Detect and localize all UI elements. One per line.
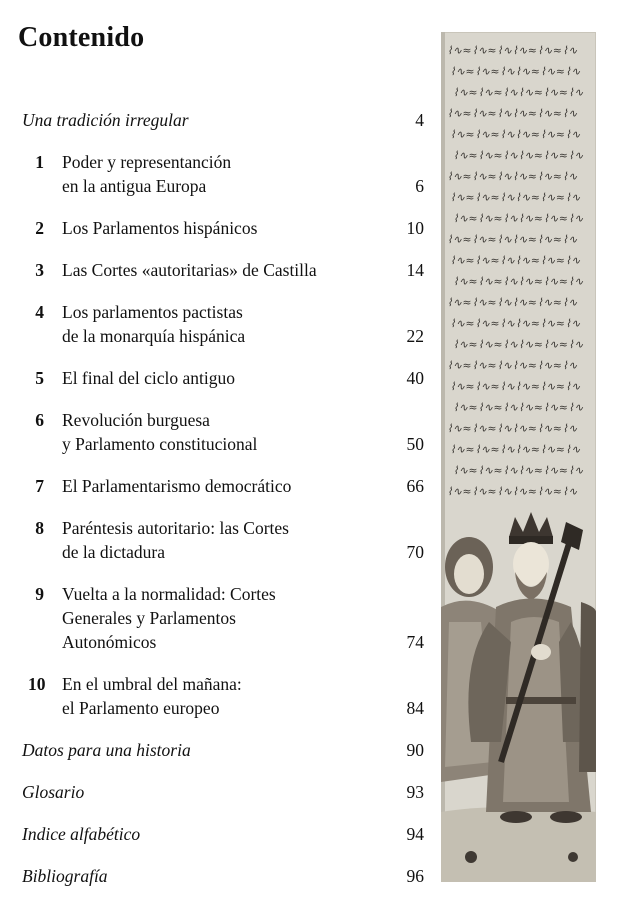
toc-entry-title-line: El Parlamentarismo democrático [62, 476, 292, 496]
toc-entry-title [62, 258, 392, 282]
toc-entry-title [22, 108, 352, 132]
toc-entry-title-line: Los Parlamentos hispánicos [62, 218, 258, 238]
toc-entry-title [22, 780, 352, 804]
toc-entry-title-line: Una tradición irregular [22, 110, 189, 130]
toc-entry-title-line: Poder y representanción [62, 152, 232, 172]
toc-entry-number: 7 [35, 476, 44, 496]
manuscript-script-line: ⌇∿≈⌇∿≈⌇∿⌇∿≈⌇∿≈⌇∿ [450, 65, 581, 78]
page-title: Contenido [18, 22, 145, 53]
toc-entry-title [22, 738, 352, 762]
toc-entry-title-line: Las Cortes «autoritarias» de Castilla [62, 260, 317, 280]
toc-entry [0, 672, 430, 720]
toc-entry [0, 822, 430, 846]
toc-entry-title-line: de la monarquía hispánica [62, 326, 246, 346]
manuscript-script-line: ⌇∿≈⌇∿≈⌇∿⌇∿≈⌇∿≈⌇∿ [447, 170, 578, 183]
toc-entry-title-line: Datos para una historia [22, 740, 191, 760]
toc-entry-page-number: 94 [406, 824, 424, 844]
toc-entry-page-number: 50 [406, 434, 424, 454]
toc-entry-page-number: 22 [406, 326, 424, 346]
toc-entry [0, 216, 430, 240]
toc-entry-title-line: El final del ciclo antiguo [62, 368, 236, 388]
toc-entry [0, 474, 430, 498]
medieval-manuscript-king-illustration-icon [441, 32, 596, 882]
toc-entry-number: 4 [35, 302, 44, 322]
toc-entry [0, 516, 430, 564]
toc-entry-title [22, 864, 352, 888]
toc-entry [0, 582, 430, 654]
toc-entry-number: 2 [35, 218, 44, 238]
toc-entry-title [62, 474, 392, 498]
manuscript-script-line: ⌇∿≈⌇∿≈⌇∿⌇∿≈⌇∿≈⌇∿ [447, 485, 578, 498]
manuscript-script-line: ⌇∿≈⌇∿≈⌇∿⌇∿≈⌇∿≈⌇∿ [447, 44, 578, 57]
toc-entry-page-number: 84 [406, 698, 424, 718]
toc-entry-number: 8 [35, 518, 44, 538]
toc-entry-title-line: Bibliografía [22, 866, 108, 886]
toc-entry-number: 10 [28, 674, 46, 694]
toc-entry-number: 6 [35, 410, 44, 430]
manuscript-script-line: ⌇∿≈⌇∿≈⌇∿⌇∿≈⌇∿≈⌇∿ [453, 401, 584, 414]
toc-entry-page-number: 66 [406, 476, 424, 496]
manuscript-script-line: ⌇∿≈⌇∿≈⌇∿⌇∿≈⌇∿≈⌇∿ [450, 443, 581, 456]
toc-entry [0, 258, 430, 282]
toc-entry [0, 108, 430, 132]
toc-entry [0, 366, 430, 390]
toc-entry-title-line: Revolución burguesa [62, 410, 210, 430]
manuscript-script-line: ⌇∿≈⌇∿≈⌇∿⌇∿≈⌇∿≈⌇∿ [450, 128, 581, 141]
toc-entry-title-line: Glosario [22, 782, 85, 802]
toc-entry-title [62, 300, 392, 348]
toc-entry-title-line: Indice alfabético [22, 824, 141, 844]
manuscript-script-line: ⌇∿≈⌇∿≈⌇∿⌇∿≈⌇∿≈⌇∿ [447, 422, 578, 435]
toc-entry-page-number: 90 [406, 740, 424, 760]
toc-entry-title [62, 216, 392, 240]
manuscript-script-line: ⌇∿≈⌇∿≈⌇∿⌇∿≈⌇∿≈⌇∿ [447, 233, 578, 246]
toc-entry-title-line: Los parlamentos pactistas [62, 302, 243, 322]
toc-entry [0, 150, 430, 198]
toc-entry-page-number: 70 [406, 542, 424, 562]
toc-entry [0, 408, 430, 456]
toc-entry [0, 780, 430, 804]
toc-entry-title-line: Paréntesis autoritario: las Cortes [62, 518, 289, 538]
toc-entry-page-number: 14 [406, 260, 424, 280]
toc-entry-number: 1 [35, 152, 44, 172]
toc-entry-title-line: de la dictadura [62, 542, 166, 562]
toc-entry-title [62, 366, 392, 390]
manuscript-script-line: ⌇∿≈⌇∿≈⌇∿⌇∿≈⌇∿≈⌇∿ [450, 191, 581, 204]
manuscript-script-line: ⌇∿≈⌇∿≈⌇∿⌇∿≈⌇∿≈⌇∿ [453, 464, 584, 477]
toc-entry-title-line: y Parlamento constitucional [62, 434, 258, 454]
toc-entry-title [62, 672, 392, 720]
toc-entry-title-line: Generales y Parlamentos [62, 608, 236, 628]
manuscript-script-line: ⌇∿≈⌇∿≈⌇∿⌇∿≈⌇∿≈⌇∿ [453, 149, 584, 162]
manuscript-script-line: ⌇∿≈⌇∿≈⌇∿⌇∿≈⌇∿≈⌇∿ [447, 296, 578, 309]
toc-entry-page-number: 6 [415, 176, 424, 196]
toc-entry-title-line: Autonómicos [62, 632, 157, 652]
toc-entry-title-line: en la antigua Europa [62, 176, 207, 196]
toc-entry-title-line: En el umbral del mañana: [62, 674, 242, 694]
toc-entry-title [62, 516, 392, 564]
toc-entry-page-number: 74 [406, 632, 424, 652]
toc-entry-page-number: 40 [406, 368, 424, 388]
manuscript-script-line: ⌇∿≈⌇∿≈⌇∿⌇∿≈⌇∿≈⌇∿ [453, 275, 584, 288]
toc-entry-number: 3 [35, 260, 44, 280]
toc-entry [0, 864, 430, 888]
toc-entry-title-line: el Parlamento europeo [62, 698, 220, 718]
manuscript-script-line: ⌇∿≈⌇∿≈⌇∿⌇∿≈⌇∿≈⌇∿ [450, 317, 581, 330]
toc-entry [0, 738, 430, 762]
manuscript-script-line: ⌇∿≈⌇∿≈⌇∿⌇∿≈⌇∿≈⌇∿ [453, 338, 584, 351]
toc-entry-number: 5 [35, 368, 44, 388]
toc-entry-number: 9 [35, 584, 44, 604]
toc-entry-page-number: 93 [406, 782, 424, 802]
toc-entry-page-number: 10 [406, 218, 424, 238]
toc-entry-title [62, 150, 392, 198]
toc-entry [0, 300, 430, 348]
manuscript-script-line: ⌇∿≈⌇∿≈⌇∿⌇∿≈⌇∿≈⌇∿ [453, 212, 584, 225]
toc-entry-page-number: 96 [406, 866, 424, 886]
manuscript-script-line: ⌇∿≈⌇∿≈⌇∿⌇∿≈⌇∿≈⌇∿ [447, 359, 578, 372]
manuscript-script-line: ⌇∿≈⌇∿≈⌇∿⌇∿≈⌇∿≈⌇∿ [447, 107, 578, 120]
toc-entry-title [62, 408, 392, 456]
toc-entry-title [22, 822, 352, 846]
toc-entry-title-line: Vuelta a la normalidad: Cortes [62, 584, 276, 604]
toc-entry-title [62, 582, 392, 654]
manuscript-script-line: ⌇∿≈⌇∿≈⌇∿⌇∿≈⌇∿≈⌇∿ [450, 380, 581, 393]
toc-entry-page-number: 4 [415, 110, 424, 130]
manuscript-script-line: ⌇∿≈⌇∿≈⌇∿⌇∿≈⌇∿≈⌇∿ [450, 254, 581, 267]
manuscript-script-line: ⌇∿≈⌇∿≈⌇∿⌇∿≈⌇∿≈⌇∿ [453, 86, 584, 99]
